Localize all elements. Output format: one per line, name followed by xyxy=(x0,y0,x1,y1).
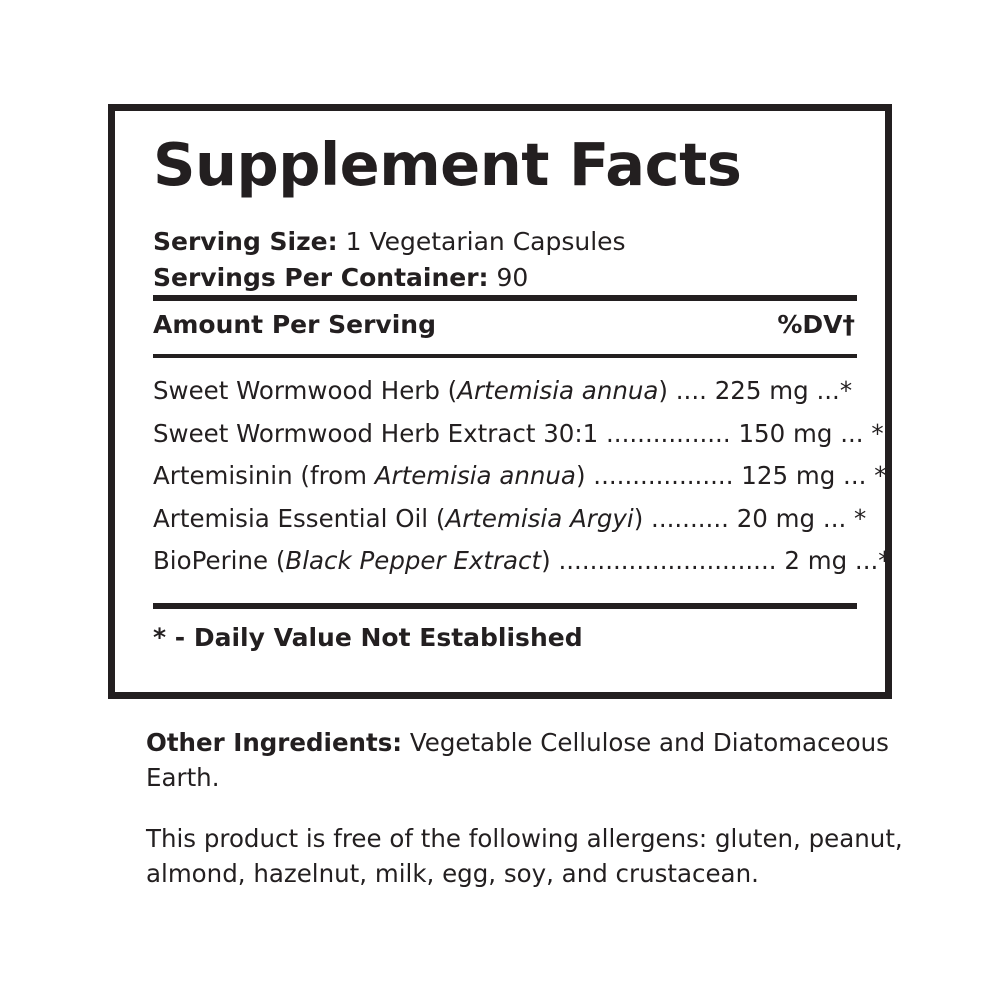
footer-text xyxy=(146,725,936,891)
ingredient-name: Sweet Wormwood Herb ( xyxy=(153,376,458,405)
other-ingredients xyxy=(146,725,936,795)
ingredient-amount: 20 mg xyxy=(736,503,816,533)
ingredient-leader: ) .................. xyxy=(575,461,734,490)
page-title: Supplement Facts xyxy=(153,130,742,199)
ingredient-name: BioPerine ( xyxy=(153,546,286,575)
ingredient-leader: ) .......... xyxy=(633,503,729,533)
daily-value-header: %DV† xyxy=(777,310,855,339)
servings-per-container-label: Servings Per Container: xyxy=(153,262,489,292)
amount-per-serving-header: Amount Per Serving xyxy=(153,310,436,339)
supplement-facts-content xyxy=(153,129,891,682)
list-item xyxy=(153,455,887,498)
ingredient-latin-name: Artemisia Argyi xyxy=(445,503,634,533)
supplement-facts-panel xyxy=(108,104,892,699)
ingredient-dv: ... * xyxy=(843,461,887,490)
ingredient-amount: 225 mg xyxy=(714,376,809,405)
amount-per-serving-row xyxy=(153,301,857,347)
ingredient-leader: ) ............................ xyxy=(541,546,777,575)
ingredient-latin-name: Black Pepper Extract xyxy=(285,546,542,575)
list-item xyxy=(153,370,857,413)
other-ingredients-value: Vegetable Cellulose and Diatomaceous Earth. xyxy=(146,728,889,793)
allergen-statement: This product is free of the following allergens: gluten, peanut, almond, hazelnut, milk, egg, soy, and crustacean. xyxy=(146,824,903,889)
ingredient-amount: 125 mg xyxy=(741,461,836,490)
daily-value-note: * - Daily Value Not Established xyxy=(153,622,583,652)
serving-size-label: Serving Size: xyxy=(153,227,338,256)
serving-info xyxy=(153,224,857,295)
ingredient-leader: ) .... xyxy=(658,376,707,405)
ingredient-dv: ... * xyxy=(840,418,884,448)
servings-per-container-line xyxy=(153,260,857,296)
ingredient-name: Artemisinin (from xyxy=(153,461,375,490)
ingredient-amount: 150 mg xyxy=(738,418,833,448)
servings-per-container-value: 90 xyxy=(496,262,529,292)
other-ingredients-label: Other Ingredients: xyxy=(146,728,403,757)
ingredient-latin-name: Artemisia annua xyxy=(374,461,576,490)
ingredient-list xyxy=(153,358,891,583)
serving-size-value: 1 Vegetarian Capsules xyxy=(345,227,626,256)
ingredient-dv: ...* xyxy=(854,546,891,575)
serving-size-line xyxy=(153,224,857,260)
ingredient-dv: ...* xyxy=(816,376,853,405)
list-item xyxy=(153,413,884,456)
list-item xyxy=(153,540,891,583)
ingredient-amount: 2 mg xyxy=(784,546,848,575)
ingredient-name: Sweet Wormwood Herb Extract 30:1 ................ xyxy=(153,418,731,448)
list-item xyxy=(153,498,867,541)
ingredient-latin-name: Artemisia annua xyxy=(457,376,659,405)
ingredient-dv: ... * xyxy=(822,503,867,533)
ingredient-name: Artemisia Essential Oil ( xyxy=(153,503,446,533)
